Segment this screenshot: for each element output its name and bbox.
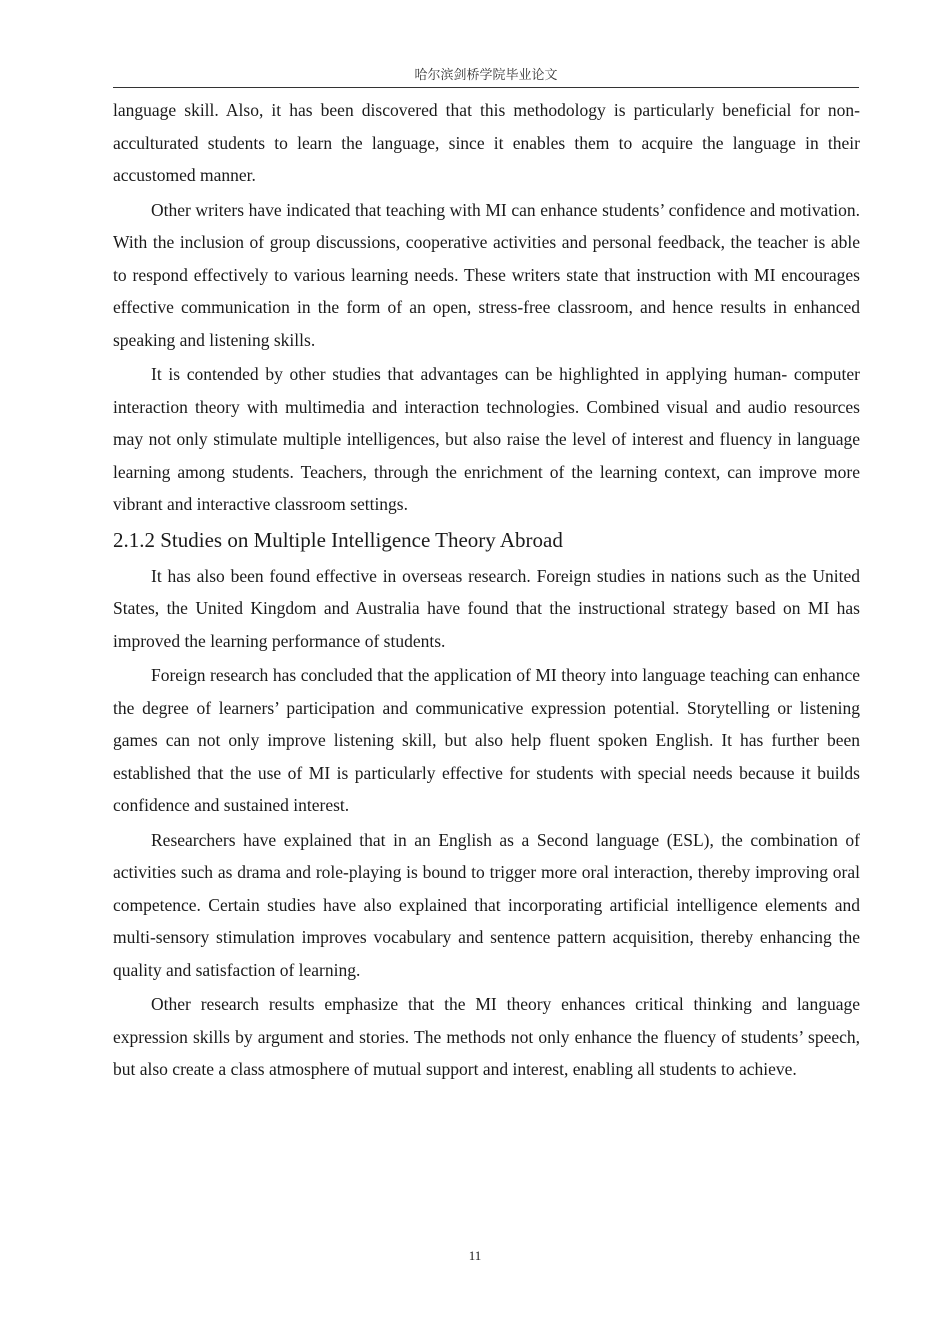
document-body	[113, 94, 860, 1088]
section-heading: 2.1.2 Studies on Multiple Intelligence Theory Abroad	[113, 527, 563, 552]
paragraph-3: It is contended by other studies that advantages can be highlighted in applying human- computer interaction theory with multimedia and interaction technologies. Combined visual and audio resources may not only stimulate multiple intelligences, but also raise the level of interest and fluency in language learning among students. Teachers, through the enrichment of the learning context, can improve more vibrant and interactive classroom settings.	[113, 364, 860, 514]
paragraph-6: Researchers have explained that in an English as a Second language (ESL), the combination of activities such as drama and role-playing is bound to trigger more oral interaction, thereby improving oral competence. Certain studies have also explained that incorporating artificial intelligence elements and multi-sensory stimulation improves vocabulary and sentence pattern acquisition, thereby enhancing the quality and satisfaction of learning.	[113, 829, 860, 980]
paragraph-5: Foreign research has concluded that the application of MI theory into language teaching can enhance the degree of learners’ participation and communicative expression potential. Storytelling or listening games can not only improve listening skill, but also help fluent spoken English. It has further been established that the use of MI is particularly effective for students with special needs because it builds confidence and sustained interest.	[113, 665, 860, 815]
page-header: 哈尔滨剑桥学院毕业论文	[113, 68, 859, 88]
page-number: 11	[468, 1248, 482, 1263]
paragraph-7: Other research results emphasize that the MI theory enhances critical thinking and language expression skills by argument and stories. The methods not only enhance the fluency of students’ speech, but also create a class atmosphere of mutual support and interest, enabling all students to achieve.	[113, 994, 860, 1079]
paragraph-2: Other writers have indicated that teaching with MI can enhance students’ confidence and motivation. With the inclusion of group discussions, cooperative activities and personal feedback, the teacher is able to respond effectively to various learning needs. These writers state that instruction with MI encourages effective communication in the form of an open, stress-free classroom, and hence results in enhanced speaking and listening skills.	[113, 199, 860, 350]
paragraph-1: language skill. Also, it has been discovered that this methodology is particularly beneficial for non-acculturated students to learn the language, since it enables them to acquire the language in their accustomed manner.	[113, 100, 860, 185]
paragraph-4: It has also been found effective in overseas research. Foreign studies in nations such as the United States, the United Kingdom and Australia have found that the instructional strategy based on MI has improved the learning performance of students.	[113, 565, 860, 651]
